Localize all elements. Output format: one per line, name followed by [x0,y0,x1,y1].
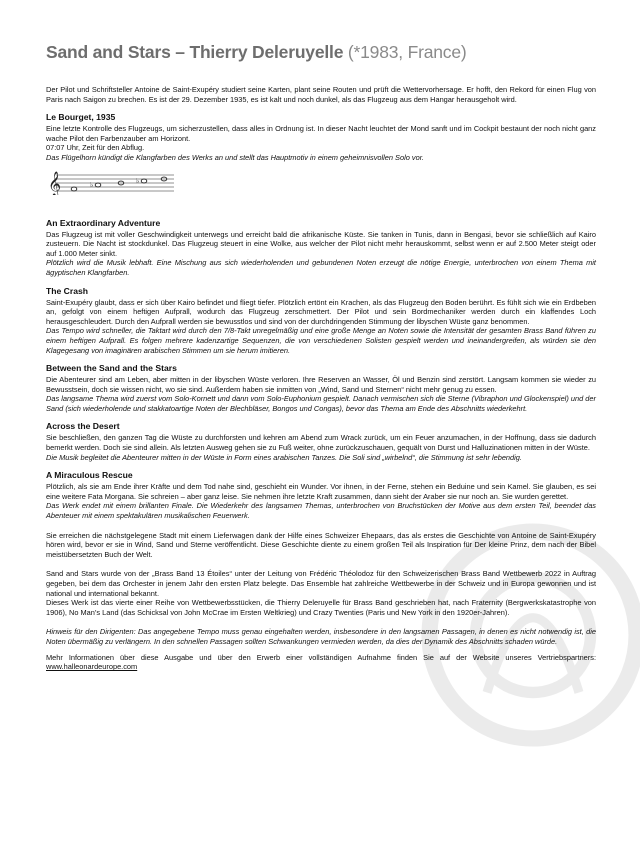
section-heading: The Crash [46,285,89,296]
title-sub: (*1983, France) [347,42,467,62]
section-text: Saint-Exupéry glaubt, dass er sich über Kairo befindet und fliegt tiefer. Plötzlich ertönt ein Krachen, als das Flugzeug den Boden berührt. Es fühlt sich wie ein Erdbeben an, gefolgt von einem heftigen Aufprall, wodurch das Flugzeug zerschmettert. Der Pilot und sein Bordmechaniker werden durch ein klaffendes Loch herausgeschleudert. Durch den Aufprall werden sie bewusstlos und sind von der durchdringenden Stimmung der libyschen Wüste ganz benommen. [46,297,596,326]
section-between-sand-and-stars [46,363,596,413]
section-italic-note: Die Musik begleitet die Abenteurer mitten in der Wüste in Form eines arabischen Tanzes. Die Soli sind „wirbelnd“, die Stimmung ist sehr lebendig. [46,452,522,462]
section-italic-note: Das Flügelhorn kündigt die Klangfarben des Werks an und stellt das Hauptmotiv in einem geheimnisvollen Solo vor. [46,152,424,162]
section-italic-note: Das Werk endet mit einem brillanten Finale. Die Wiederkehr des langsamen Themas, unterbrochen von Bruchstücken der Motive aus dem ersten Teil, beendet das Abenteuer mit einem spektakulären musikalischen Feuerwerk. [46,501,596,521]
conductor-hint: Hinweis für den Dirigenten: Das angegebene Tempo muss genau eingehalten werden, insbesondere in den langsamen Passagen, in denen es nicht notwendig ist, die Noten übermäßig zu verlängern. In den schnellen Passagen sollten Schwankungen vermieden werden, da dies der Dynamik des Abschnitts schaden würde. [46,627,596,646]
section-heading: Across the Desert [46,421,120,432]
info-paragraph [46,653,596,672]
website-link[interactable]: www.halleonardeurope.com [46,662,138,672]
section-text: Die Abenteurer sind am Leben, aber mitten in der libyschen Wüste verloren. Ihre Reserven an Wasser, Öl und Benzin sind zerstört. Langsam kommen sie wieder zu Bewusstsein, doch sie wissen nicht, wo sie sind. Außerdem haben sie inmitten von „Wind, Sand und Sternen“ nicht mehr genug zu essen. [46,375,596,394]
section-italic-note: Plötzlich wird die Musik lebhaft. Eine Mischung aus sich wiederholenden und gebundenen Noten erzeugt die nötige Energie, unterbrochen von einem Thema mit ägyptischen Klangfarben. [46,258,596,277]
section-across-the-desert [46,421,596,462]
section-heading: Le Bourget, 1935 [46,112,116,123]
section-heading: A Miraculous Rescue [46,470,133,481]
commission-paragraph: Sand and Stars wurde von der „Brass Band 13 Étoiles“ unter der Leitung von Frédéric Théolodoz für den Schweizerischen Brass Band Wettbewerb 2022 in Auftrag gegeben, bei dem das Orchester in jenem Jahr den ersten Platz belegte. Das Ensemble hat zahlreiche Wettbewerbe in der Schweiz und in Europa gewonnen und ist national und international bekannt. [46,569,596,598]
section-italic-note: Das Tempo wird schneller, die Taktart wird durch den 7/8-Takt unregelmäßig und eine große Menge an Noten sowie die Intensität der gesamten Brass Band führen zu einem heftigen Aufprall. Es folgen mehrere kadenzartige Sequenzen, die von verschiedenen Solisten gespielt werden und ineinandergreifen, als würden sie den Klagegesang von imaginären arabischen Stimmen um sie herum imitieren. [46,326,596,355]
svg-text:𝄞: 𝄞 [48,171,62,195]
section-text: Eine letzte Kontrolle des Flugzeugs, um sicherzustellen, dass alles in Ordnung ist. In dieser Nacht leuchtet der Mond sanft und im Cockpit bestaunt der noch nicht ganz wache Pilot den Farbenzauber am Horizont. [46,124,596,143]
section-italic-note: Das langsame Thema wird zuerst vom Solo-Kornett und dann vom Solo-Euphonium gespielt. Danach vermischen sich die Sterne (Vibraphon und Glockenspiel) und der Sand (sich wiederholende und stakkatoartige Noten der Blechbläser, Bongos und Congas), bevor das Thema am Ende des Abschnitts wiederkehrt. [46,394,596,413]
section-heading: An Extraordinary Adventure [46,217,161,228]
section-heading: Between the Sand and the Stars [46,363,177,374]
section-text: 07:07 Uhr, Zeit für den Abflug. [46,143,145,153]
section-text: Plötzlich, als sie am Ende ihrer Kräfte und dem Tod nahe sind, geschieht ein Wunder. Vor ihnen, in der Ferne, stehen ein Beduine und sein Kamel. Sie glauben, es sei eine weitere Fata Morgana. Sie schreien – aber ganz leise. Sie nehmen ihre letzte Kraft zusammen, dann sieht der Araber sie nur noch an. Sie wurden gerettet. [46,482,596,501]
section-text: Das Flugzeug ist mit voller Geschwindigkeit unterwegs und erreicht bald die afrikanische Küste. Sie tanken in Tunis, dann in Bengasi, bevor sie schließlich auf Kairo zusteuern. Die Nacht ist stockdunkel. Das Flugzeug steuert in eine Wolke, aus welcher der Pilot nicht mehr herauskommt, selbst wenn er auf 2.500 Meter steigt oder auf 1.000 Meter sinkt. [46,229,596,258]
section-le-bourget [46,112,596,209]
page-title [46,42,596,63]
series-paragraph: Dieses Werk ist das vierte einer Reihe von Wettbewerbsstücken, die Thierry Deleruyelle für Brass Band geschrieben hat, nach Fraternity (Bergwerkskatastrophe von 1906), No Man’s Land (das Schicksal von John McCrae im Ersten Weltkrieg) und Crazy Twenties (Paris und New York in den 1920er-Jahren). [46,598,596,617]
section-the-crash [46,286,596,356]
svg-text:♭: ♭ [90,180,94,189]
music-staff-motif [46,169,176,195]
document-page [46,42,596,672]
section-text: Sie beschließen, den ganzen Tag die Wüste zu durchforsten und kehren am Abend zum Wrack zurück, um ein Feuer anzumachen, in der Hoffnung, dass sie dadurch bemerkt werden. Doch sie sind allein. Als letzten Ausweg gehen sie zu Fuß weiter, ohne zurückzuschauen, gequält von Durst und Halluzinationen mitten in der Wüste. [46,433,596,453]
info-text: Mehr Informationen über diese Ausgabe und über den Erwerb einer vollständigen Aufnahme finden Sie auf der Website unseres Vertriebspartners: [46,652,596,662]
intro-paragraph: Der Pilot und Schriftsteller Antoine de Saint-Exupéry studiert seine Karten, plant seine Routen und prüft die Wettervorhersage. Er hofft, den Rekord für einen Flug von Paris nach Saigon zu brechen. Es ist der 29. Dezember 1935, es ist kalt und noch dunkel, als das Flugzeug aus dem Hangar herausgeholt wird. [46,85,596,104]
closing-paragraph: Sie erreichen die nächstgelegene Stadt mit einem Lieferwagen dank der Hilfe eines Schweizer Ehepaars, das als erstes die Geschichte von Antoine de Saint-Exupéry hören wird, bevor er sie in Wind, Sand und Sterne veröffentlicht. Diese Geschichte diente zu einem großen Teil als Inspiration für Der kleine Prinz, dem nach der Bibel meistübersetzten Buch der Welt. [46,530,596,559]
title-main: Sand and Stars – Thierry Deleruyelle [46,42,344,62]
svg-text:♭: ♭ [136,176,140,185]
section-extraordinary-adventure [46,218,596,278]
section-miraculous-rescue [46,470,596,520]
